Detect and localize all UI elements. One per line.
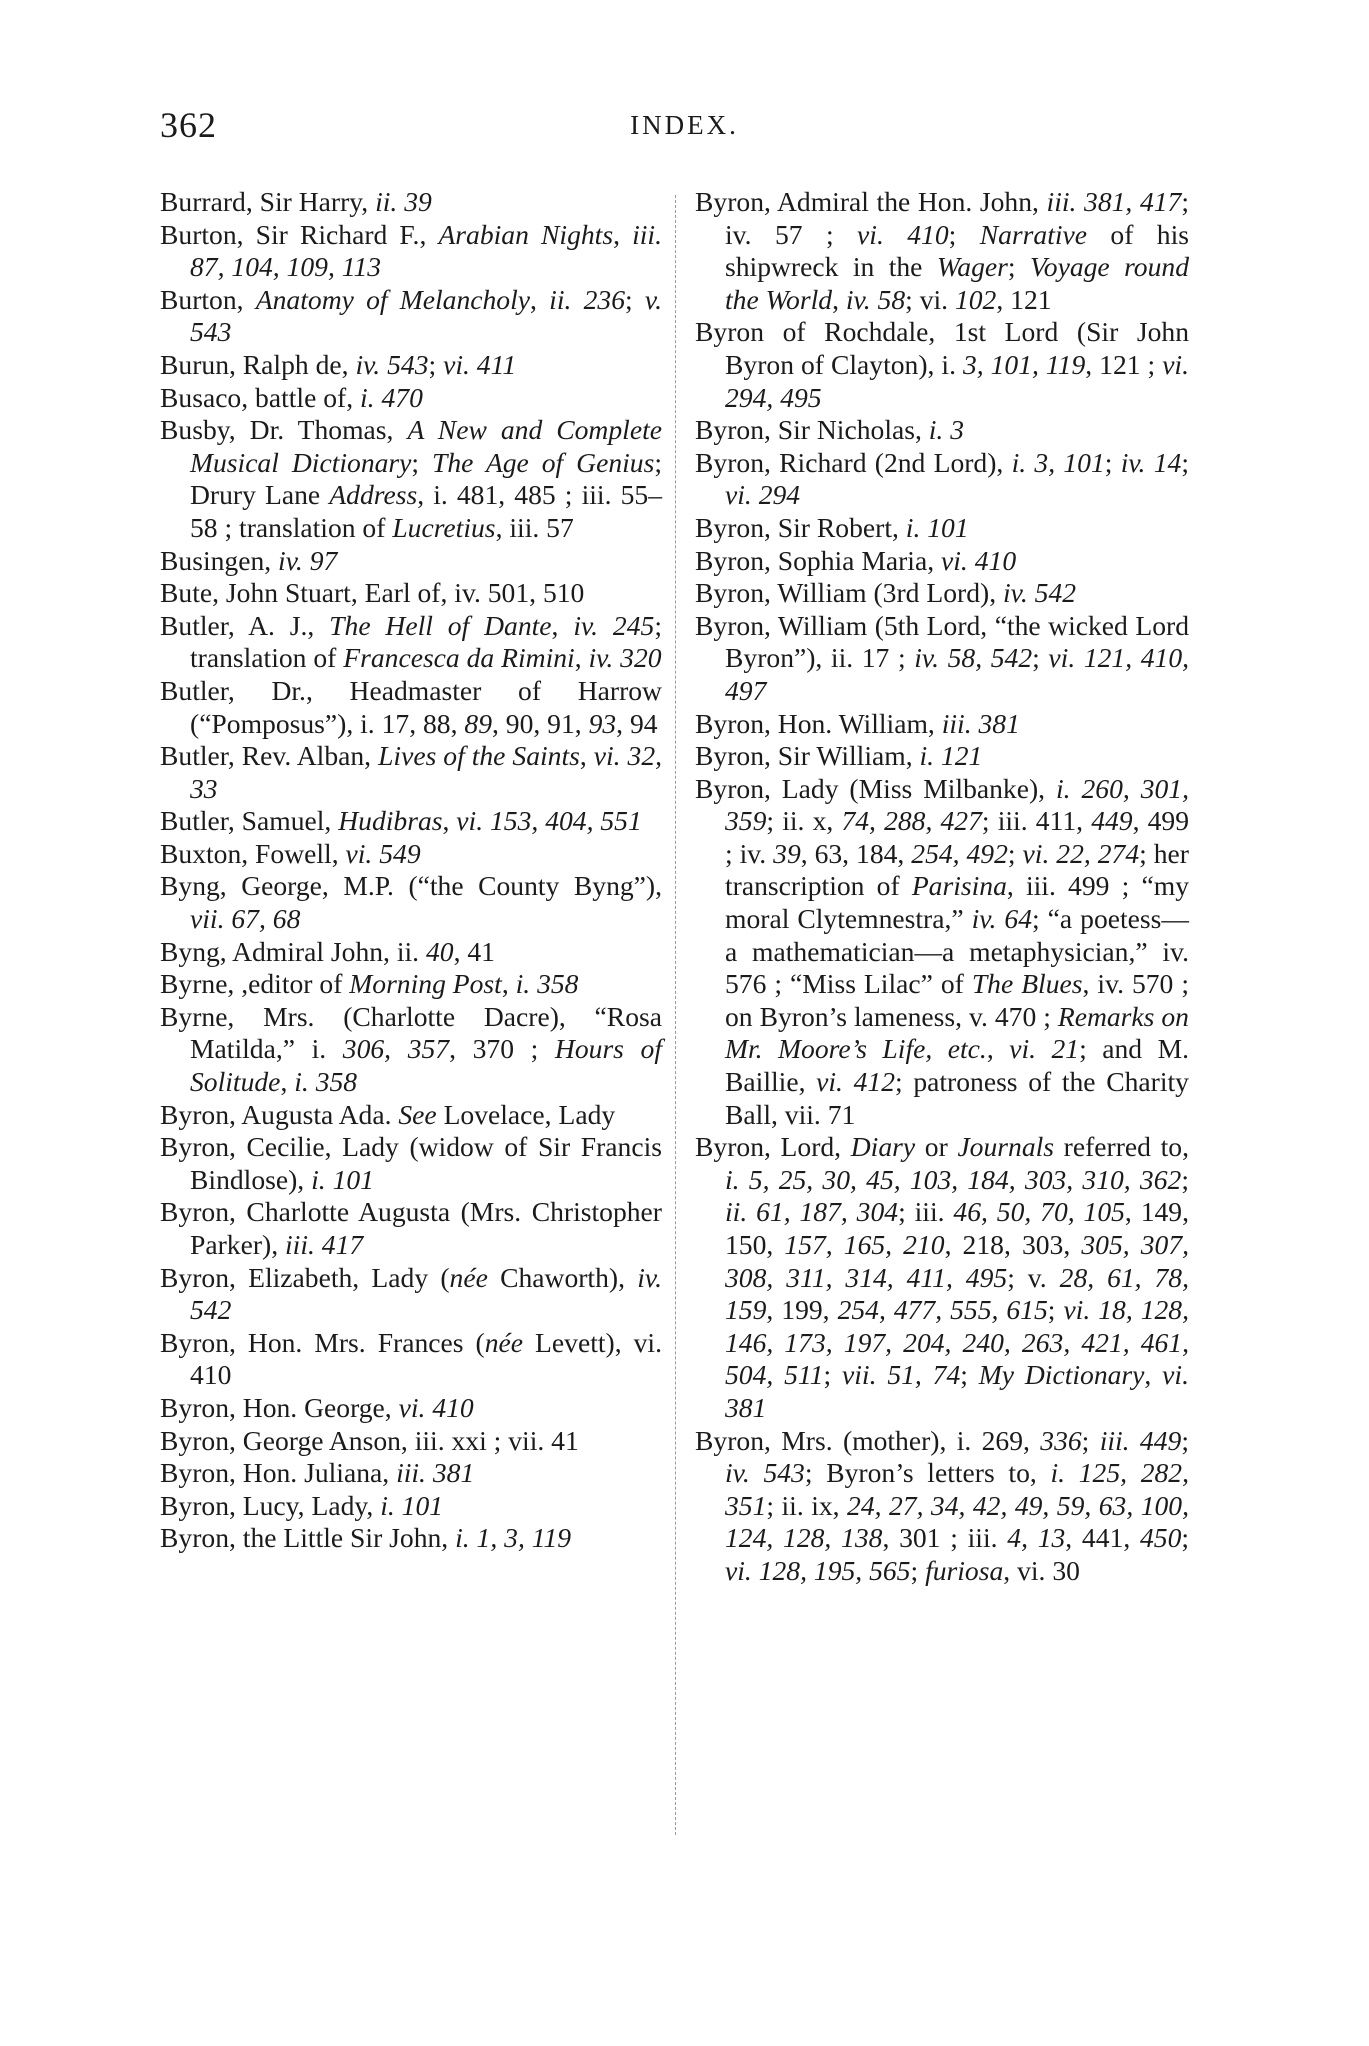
index-entry: Byron, Lord, Diary or Journals referred to, i. 5, 25, 30, 45, 103, 184, 303, 310, 362; ii. 61, 187, 304; iii. 46, 50, 70, 105, 149, 150, 157, 165, 210, 218, 303, 305, 307, 308, 311, 314, 411, 495; v. 28, 61, 78, 159, 199, 254, 477, 555, 615; vi. 18, 128, 146, 173, 197, 204, 240, 263, 421, 461, 504, 511; vii. 51, 74; My Dictionary, vi. 381 [695,1131,1190,1423]
index-entry: Byron, Charlotte Augusta (Mrs. Christopher Parker), iii. 417 [160,1196,662,1260]
index-entry: Byron, Lucy, Lady, i. 101 [160,1489,444,1521]
column-divider [675,195,676,1835]
index-column-left [160,186,662,1555]
index-entry: Burun, Ralph de, iv. 543; vi. 411 [160,348,517,380]
index-entry: Busaco, battle of, i. 470 [160,381,423,413]
index-entry: Butler, Samuel, Hudibras, vi. 153, 404, 551 [160,805,642,837]
index-entry: Byng, George, M.P. (“the County Byng”), vii. 67, 68 [160,870,662,935]
index-entry: Byrne, Mrs. (Charlotte Dacre), “Rosa Matilda,” i. 306, 357, 370 ; Hours of Solitude, i. 358 [160,1000,663,1098]
index-entry: Byron, Sophia Maria, vi. 410 [695,544,1017,576]
index-entry: Byron, William (5th Lord, “the wicked Lord Byron”), ii. 17 ; iv. 58, 542; vi. 121, 410, 497 [695,609,1190,706]
index-entry: Butler, A. J., The Hell of Dante, iv. 245; translation of Francesca da Rimini, iv. 320 [160,609,662,674]
index-entry: Byron, George Anson, iii. xxi ; vii. 41 [160,1424,579,1456]
index-entry: Byron, Richard (2nd Lord), i. 3, 101; iv. 14; vi. 294 [695,446,1189,511]
index-entry: Burrard, Sir Harry, ii. 39 [160,186,432,217]
index-entry: Byron, Hon. George, vi. 410 [160,1391,474,1423]
index-entry: Byng, Admiral John, ii. 40, 41 [160,935,495,967]
running-head: INDEX. [630,110,739,140]
index-entry: Burton, Anatomy of Melancholy, ii. 236; v. 543 [160,283,662,348]
index-entry: Byron, William (3rd Lord), iv. 542 [695,577,1077,609]
index-entry: Byron, Hon. William, iii. 381 [695,707,1020,739]
index-entry: Byron, the Little Sir John, i. 1, 3, 119 [160,1522,572,1554]
index-entry: Burton, Sir Richard F., Arabian Nights, iii. 87, 104, 109, 113 [160,218,662,283]
index-column-right [695,186,1189,1588]
index-entry: Busingen, iv. 97 [160,544,338,576]
index-entry: Byrne, ,editor of Morning Post, i. 358 [160,968,579,1000]
index-entry: Byron, Hon. Mrs. Frances (née Levett), vi. 410 [160,1326,662,1391]
index-entry: Butler, Dr., Headmaster of Harrow (“Pomposus”), i. 17, 88, 89, 90, 91, 93, 94 [160,674,662,739]
index-entry: Byron, Augusta Ada. See Lovelace, Lady [160,1098,616,1130]
index-entry: Byron, Sir Nicholas, i. 3 [695,414,965,446]
index-entry: Byron, Elizabeth, Lady (née Chaworth), iv. 542 [160,1261,662,1326]
index-entry: Byron, Hon. Juliana, iii. 381 [160,1457,475,1489]
index-entry: Bute, John Stuart, Earl of, iv. 501, 510 [160,577,585,609]
index-entry: Byron, Admiral the Hon. John, iii. 381, 417; iv. 57 ; vi. 410; Narrative of his shipwreck in the Wager; Voyage round the World, iv. 58; vi. 102, 121 [695,186,1190,315]
index-entry: Busby, Dr. Thomas, A New and Complete Musical Dictionary; The Age of Genius; Drury Lane Address, i. 481, 485 ; iii. 55–58 ; translation of Lucretius, iii. 57 [160,414,663,543]
index-entry: Butler, Rev. Alban, Lives of the Saints, vi. 32, 33 [160,740,663,804]
index-entry: Byron, Lady (Miss Milbanke), i. 260, 301, 359; ii. x, 74, 288, 427; iii. 411, 449, 499 ; iv. 39, 63, 184, 254, 492; vi. 22, 274; her transcription of Parisina, iii. 499 ; “my moral Clytemnestra,” iv. 64; “a poetess—a mathematician—a metaphysician,” iv. 576 ; “Miss Lilac” of The Blues, iv. 570 ; on Byron’s lameness, v. 470 ; Remarks on Mr. Moore’s Life, etc., vi. 21; and M. Baillie, vi. 412; patroness of the Charity Ball, vii. 71 [695,772,1190,1130]
index-entry: Byron of Rochdale, 1st Lord (Sir John Byron of Clayton), i. 3, 101, 119, 121 ; vi. 294, 495 [695,316,1189,413]
index-entry: Byron, Cecilie, Lady (widow of Sir Francis Bindlose), i. 101 [160,1131,662,1195]
index-entry: Byron, Sir William, i. 121 [695,740,983,772]
index-entry: Byron, Sir Robert, i. 101 [695,511,969,543]
page-number: 362 [160,105,217,145]
index-entry: Buxton, Fowell, vi. 549 [160,837,421,869]
index-entry: Byron, Mrs. (mother), i. 269, 336; iii. 449; iv. 543; Byron’s letters to, i. 125, 282, 351; ii. ix, 24, 27, 34, 42, 49, 59, 63, 100, 124, 128, 138, 301 ; iii. 4, 13, 441, 450; vi. 128, 195, 565; furiosa, vi. 30 [695,1424,1190,1586]
